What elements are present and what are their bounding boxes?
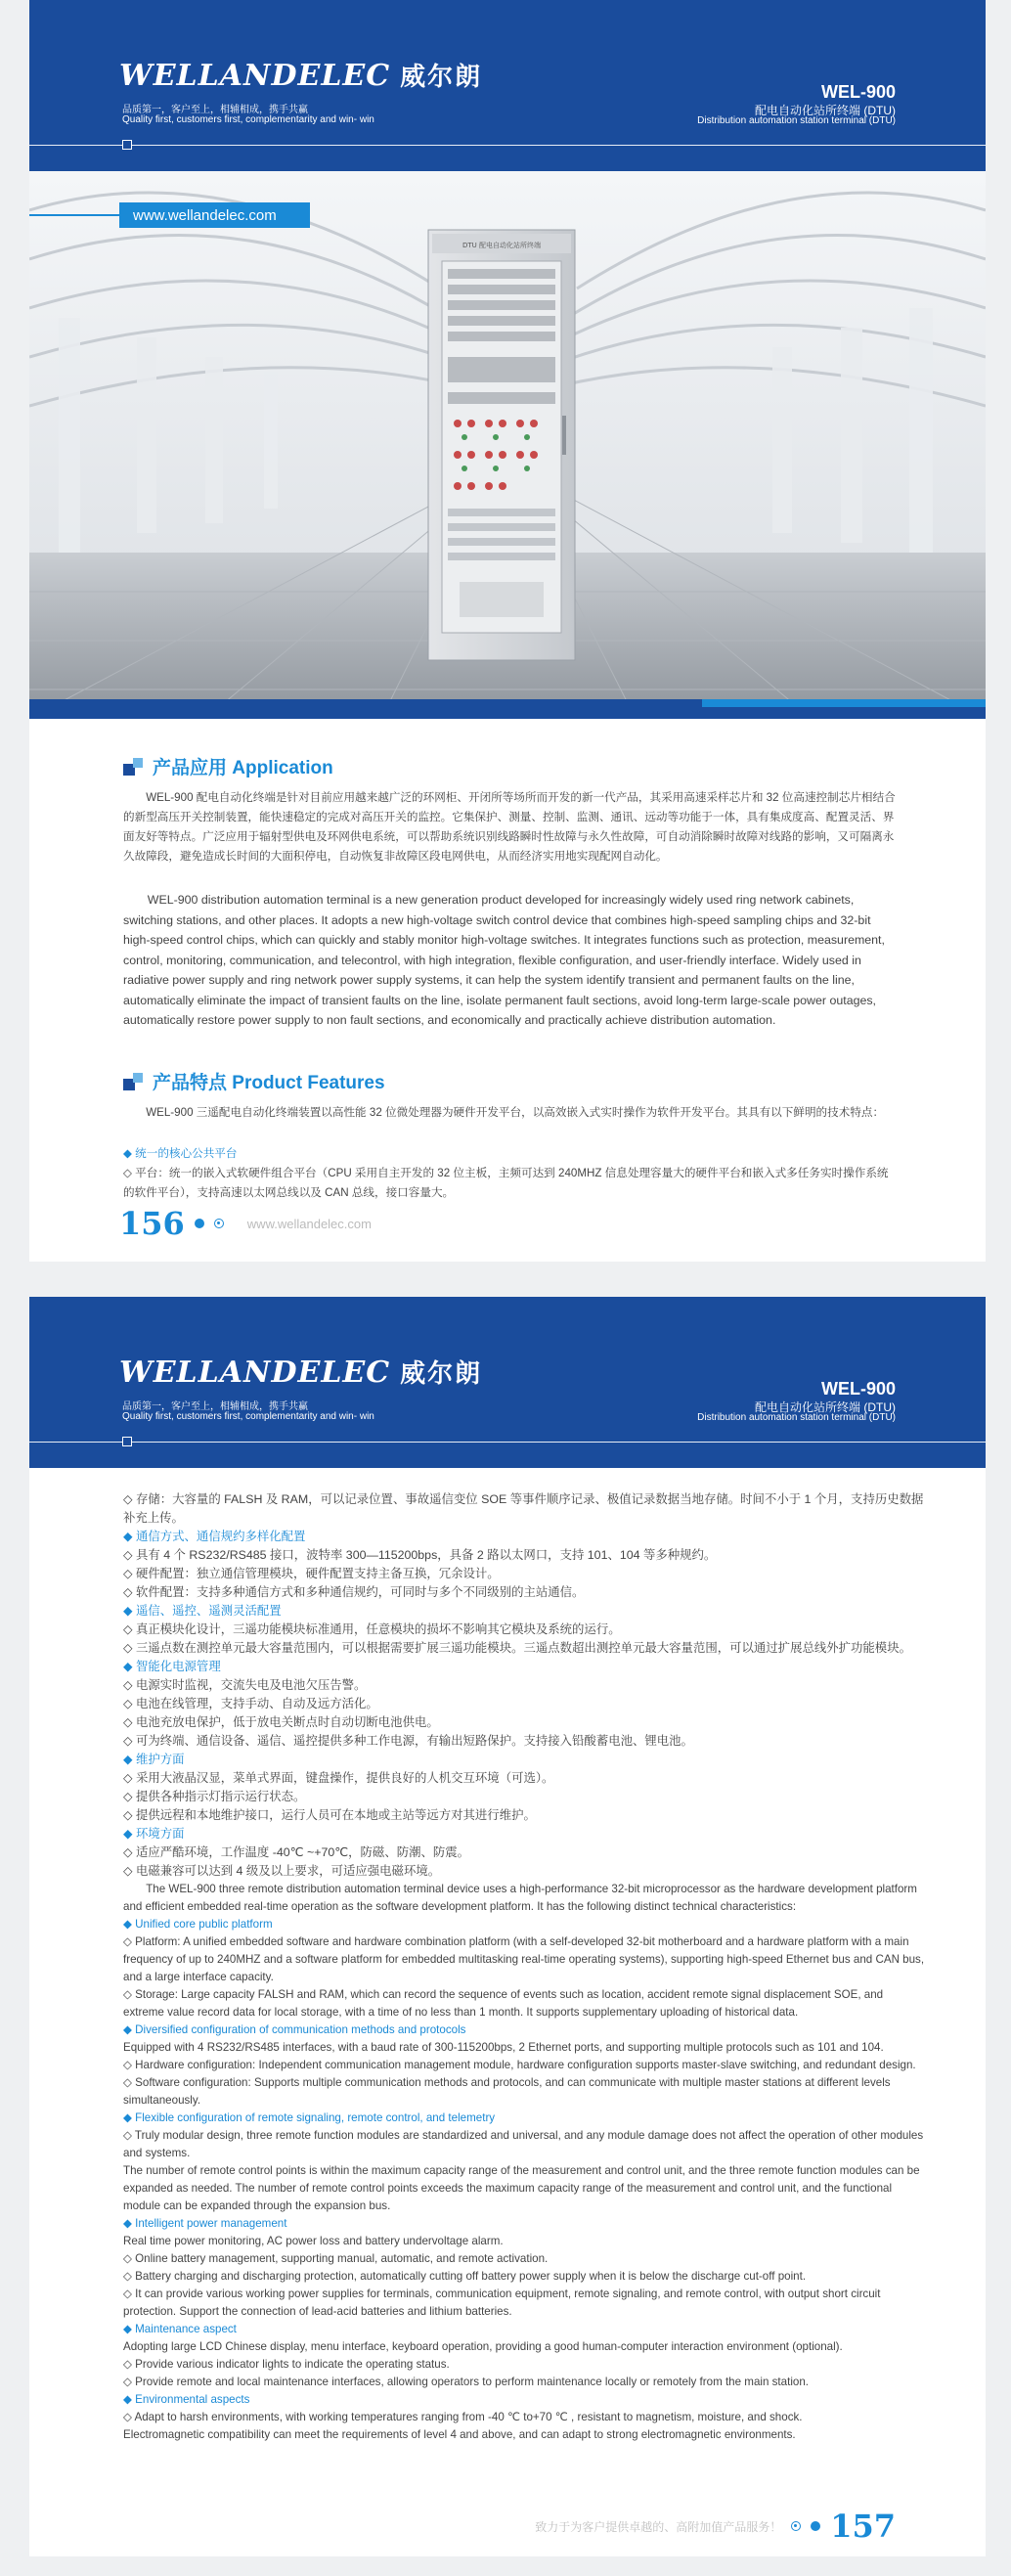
product-model: WEL-900 [820, 82, 896, 102]
product-name-cn: 配电自动化站所终端 (DTU) [755, 1400, 896, 1414]
feature-line: ◇ 具有 4 个 RS232/RS485 接口，波特率 300—115200bps，具备 2 路以太网口，支持 101、104 等多种规约。 [123, 1548, 717, 1562]
logo-text-en: WELLANDELEC [119, 1355, 391, 1390]
url-badge-line [29, 214, 119, 216]
application-text-en: WEL-900 distribution automation terminal is a new generation product developed for increasingly widely used ring network cabinets, switching stations, and other places. It adopts a new high-voltage switch control device that combines high-speed sampling chips and 32-bit high-speed control chips, which can quickly and stably monitor high-voltage switches. It integrates functions such as protection, measurement, control, monitoring, communication, and telecontrol, with high integration, flexible configuration, and user-friendly interface. Widely used in radiative power supply and ring network power supply systems, it can help the system identify transient and permanent faults on the line, automatically eliminate the impact of transient faults on the line, isolate permanent fault sections, avoid long-term large-scale power outages, automatically restore power supply to non fault sections, and economically and practically achieve distribution automation. [123, 893, 885, 1027]
page-number: 156 [119, 1205, 185, 1242]
catalog-page-157 [29, 1297, 986, 2556]
catalog-page-156 [29, 0, 986, 1262]
feature-line: ◇ Online battery management, supporting manual, automatic, and remote activation. [123, 2252, 549, 2265]
feature-line: ◇ 存储：大容量的 FALSH 及 RAM，可以记录位置、事故遥信变位 SOE 等事件顺序记录、极值记录数据当地存储。时间不小于 1 个月，支持历史数据补充上传。 [123, 1492, 924, 1525]
features-intro: WEL-900 三遥配电自动化终端装置以高性能 32 位微处理器为硬件开发平台，以高效嵌入式实时操作为软件开发平台。其具有以下鲜明的技术特点： [146, 1106, 885, 1119]
hero-bottom-band [29, 699, 986, 719]
feature-line: ◇ 电池在线管理，支持手动、自动及远方活化。 [123, 1697, 378, 1710]
feature-line: ◇ 可为终端、通信设备、遥信、遥控提供多种工作电源，有输出短路保护。支持接入铅酸蓄电池、锂电池。 [123, 1734, 693, 1748]
footer-note: 致力于为客户提供卓越的、高附加值产品服务！ [535, 2519, 782, 2534]
slogan-en: Quality first, customers first, complementarity and win- win [122, 1411, 374, 1422]
dot-icon [811, 2521, 820, 2531]
feature-line: ◇ Provide various indicator lights to indicate the operating status. [123, 2358, 450, 2371]
feature-line: ◇ Provide remote and local maintenance interfaces, allowing operators to perform maintenance locally or remotely from the main station. [123, 2376, 810, 2388]
section-square-icon [123, 758, 143, 776]
feature-line: ◇ Adapt to harsh environments, with working temperatures ranging from -40 ℃ to+70 ℃ , resistant to magnetism, moisture, and shock. [123, 2411, 803, 2423]
feature-line: ◇ 适应严酷环境，工作温度 -40℃ ~+70℃，防磁、防潮、防震。 [123, 1845, 470, 1859]
page-footer [535, 2508, 896, 2545]
feature-line: ◇ Storage: Large capacity FALSH and RAM, which can record the sequence of events such as location, accident remote signal displacement SOE, and extreme value record data for local storage, with a time of no less than 1 month. It supports supplementary uploading of historical data. [123, 1988, 884, 2019]
features-bullet-platform: ◆ 统一的核心公共平台 [123, 1147, 238, 1160]
feature-line: ◇ 三遥点数在测控单元最大容量范围内，可以根据需要扩展三遥功能模块。三遥点数超出测控单元最大容量范围，可以通过扩展总线外扩功能模块。 [123, 1641, 911, 1655]
ring-icon [214, 1219, 224, 1228]
product-model: WEL-900 [820, 1379, 896, 1399]
page-footer [119, 1205, 372, 1242]
feature-group-heading: ◆ 遥信、遥控、遥测灵活配置 [123, 1604, 282, 1618]
feature-group-heading: ◆ 智能化电源管理 [123, 1660, 221, 1673]
feature-line: ◇ It can provide various working power supplies for terminals, communication equipment, remote signaling, and remote control, with output short circuit protection. Support the connection of lead-acid batteries and lithium batteries. [123, 2287, 881, 2318]
feature-line: ◇ 电磁兼容可以达到 4 级及以上要求，可适应强电磁环境。 [123, 1864, 441, 1878]
feature-group-heading: ◆ Intelligent power management [123, 2217, 287, 2230]
feature-group-heading: ◆ Unified core public platform [123, 1918, 273, 1931]
header-divider [29, 1442, 986, 1443]
feature-line: ◇ 提供各种指示灯指示运行状态。 [123, 1790, 306, 1803]
header-divider-marker [122, 140, 132, 150]
feature-group-heading: ◆ 环境方面 [123, 1827, 185, 1841]
website-url-badge[interactable]: www.wellandelec.com [119, 202, 310, 228]
feature-line: Electromagnetic compatibility can meet the requirements of level 4 and above, and can adapt to strong electromagnetic environments. [123, 2428, 796, 2441]
feature-line: ◇ Software configuration: Supports multiple communication methods and protocols, and can communicate with multiple master stations at different levels simultaneously. [123, 2076, 891, 2107]
brand-logo [119, 1354, 482, 1390]
feature-group-heading: ◆ Maintenance aspect [123, 2323, 237, 2335]
slogan-en: Quality first, customers first, complementarity and win- win [122, 114, 374, 125]
feature-line: ◇ Truly modular design, three remote function modules are standardized and universal, and any module damage does not affect the operation of other modules and systems. [123, 2129, 924, 2159]
features-title: 产品特点 Product Features [153, 1073, 385, 1093]
footer-website[interactable]: www.wellandelec.com [246, 1216, 372, 1231]
feature-line: ◇ Platform: A unified embedded software and hardware combination platform (with a self-developed 32-bit motherboard and a hardware platform with a main frequency of up to 240MHZ and a software platform for embedded multitasking real-time operating systems), supporting high-speed Ethernet bus and CAN bus, and a large interface capacity. [123, 1935, 925, 1983]
section-square-icon [123, 1073, 143, 1090]
dtu-cabinet [428, 230, 575, 660]
product-name-en: Distribution automation station terminal (DTU) [697, 1412, 896, 1423]
hero-image [29, 171, 986, 719]
feature-line: ◇ 硬件配置：独立通信管理模块，硬件配置支持主备互换，冗余设计。 [123, 1567, 500, 1580]
features-heading [123, 1068, 385, 1094]
feature-line: ◇ 电源实时监视，交流失电及电池欠压告警。 [123, 1678, 367, 1692]
feature-line: Equipped with 4 RS232/RS485 interfaces, with a baud rate of 300-115200bps, 2 Ethernet ports, and supporting multiple protocols such as 101 and 104. [123, 2041, 884, 2054]
page-header [29, 0, 986, 171]
slogan-cn: 品质第一，客户至上，相辅相成，携手共赢 [122, 1401, 308, 1412]
feature-line: ◇ 提供远程和本地维护接口，运行人员可在本地或主站等远方对其进行维护。 [123, 1808, 536, 1822]
hall-illustration [29, 171, 986, 719]
header-divider-marker [122, 1437, 132, 1446]
feature-line: ◇ 软件配置：支持多种通信方式和多种通信规约，可同时与多个不同级别的主站通信。 [123, 1585, 585, 1599]
feature-group-heading: ◆ Flexible configuration of remote signaling, remote control, and telemetry [123, 2111, 496, 2124]
feature-line: ◇ 采用大液晶汉显，菜单式界面，键盘操作，提供良好的人机交互环境（可选）。 [123, 1771, 554, 1785]
feature-line: ◇ 电池充放电保护，低于放电关断点时自动切断电池供电。 [123, 1715, 439, 1729]
features-continued-body [123, 1490, 925, 2444]
features-item-platform: ◇ 平台：统一的嵌入式软硬件组合平台（CPU 采用自主开发的 32 位主板，主频可达到 240MHZ 信息处理容量大的硬件平台和嵌入式多任务实时操作系统的软件平台），支持高速以太网总线以及 CAN 总线，接口容量大。 [123, 1167, 889, 1199]
logo-text-cn: 威尔朗 [400, 1358, 483, 1388]
feature-line: Adopting large LCD Chinese display, menu interface, keyboard operation, providing a good human-computer interaction environment (optional). [123, 2340, 843, 2353]
logo-text-en: WELLANDELEC [119, 59, 391, 93]
feature-group-heading: ◆ Environmental aspects [123, 2393, 250, 2406]
header-divider [29, 145, 986, 146]
feature-group-heading: ◆ 维护方面 [123, 1753, 185, 1766]
slogan-cn: 品质第一，客户至上，相辅相成，携手共赢 [122, 105, 308, 115]
application-title: 产品应用 Application [153, 758, 333, 778]
application-text-cn: WEL-900 配电自动化终端是针对目前应用越来越广泛的环网柜、开闭所等场所而开发的新一代产品，其采用高速采样芯片和 32 位高速控制芯片相结合的新型高压开关控制装置，能快速稳定的完成对高压开关的监控。它集保护、测量、控制、监测、通讯、远动等功能于一体，具有集成度高、配置灵活、界面友好等特点。广泛应用于辐射型供电及环网供电系统，可以帮助系统识别线路瞬时性故障与永久性故障，可自动消除瞬时故障对线路的影响，又可隔离永久故障段，避免造成长时间的大面积停电，自动恢复非故障区段电网供电，从而经济实用地实现配网自动化。 [123, 791, 896, 863]
feature-line: ◇ Hardware configuration: Independent communication management module, hardware configuration supports master-slave switching, and redundant design. [123, 2059, 916, 2071]
application-heading [123, 753, 333, 779]
feature-line: The number of remote control points is within the maximum capacity range of the measurement and control unit, and the three remote function modules can be expanded as needed. The number of remote control points exceeds the maximum capacity range of the measurement and control unit, and the functional module can be expanded through the expansion bus. [123, 2164, 920, 2212]
feature-group-heading: ◆ 通信方式、通信规约多样化配置 [123, 1530, 306, 1543]
dot-icon [195, 1219, 204, 1228]
feature-line: The WEL-900 three remote distribution automation terminal device uses a high-performance 32-bit microprocessor as the hardware development platform and efficient embedded real-time operation as the software development platform. It has the following distinct technical characteristics: [123, 1883, 917, 1913]
logo-text-cn: 威尔朗 [400, 62, 483, 91]
page-number: 157 [830, 2508, 896, 2545]
ring-icon [791, 2521, 801, 2531]
page-header [29, 1297, 986, 1468]
cabinet-label: DTU 配电自动化站所终端 [462, 242, 542, 249]
brand-logo [119, 57, 482, 93]
feature-line: ◇ 真正模块化设计，三遥功能模块标准通用，任意模块的损坏不影响其它模块及系统的运行。 [123, 1622, 621, 1636]
product-name-cn: 配电自动化站所终端 (DTU) [755, 104, 896, 117]
feature-line: ◇ Battery charging and discharging protection, automatically cutting off battery power supply when it is below the discharge cut-off point. [123, 2270, 807, 2283]
hero-bottom-accent [702, 699, 986, 707]
feature-group-heading: ◆ Diversified configuration of communication methods and protocols [123, 2023, 466, 2036]
product-name-en: Distribution automation station terminal (DTU) [697, 115, 896, 126]
feature-line: Real time power monitoring, AC power loss and battery undervoltage alarm. [123, 2235, 504, 2247]
